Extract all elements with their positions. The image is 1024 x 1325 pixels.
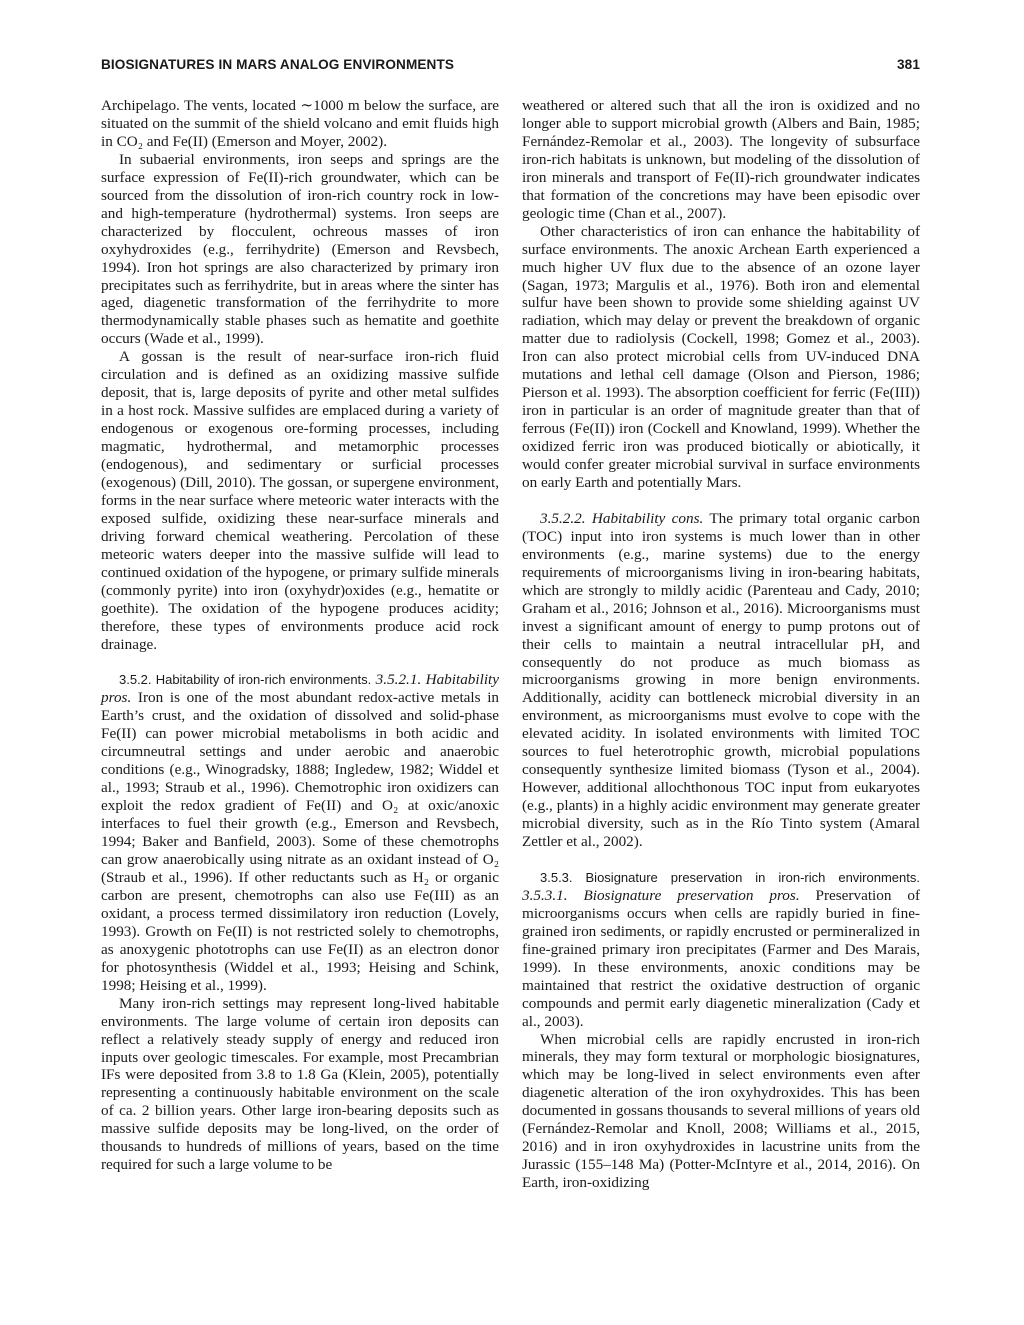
section-paragraph — [522, 869, 920, 1031]
paragraph-text: The primary total organic carbon (TOC) input into iron systems is much lower than in other environments (e.g., marine systems) due to the energy requirements of microorganisms living in iron-bearing habitats, which are strongly to mildly acidic (Parenteau and Cady, 2010; Graham et al., 2016; Johnson et al., 2016). Microorganisms must invest a significant amount of energy to pump protons out of their cells to maintain a neutral intracellular pH, and consequently do not produce as much biomass as microorganisms growing in more benign environments. Additionally, acidity can bottleneck microbial diversity in an environment, as microorganisms must evolve to cope with the elevated acidity. In isolated environments with limited TOC sources to fuel heterotrophic growth, microbial populations consequently synthesize limited biomass (Tyson et al., 2004). However, additional allochthonous TOC input from eukaryotes (e.g., plants) in a highly acidic environment may generate greater microbial diversity, such as in the Río Tinto system (Amaral Zettler et al., 2002). — [522, 509, 920, 851]
paragraph: In subaerial environments, iron seeps and springs are the surface expression of Fe(II)-rich groundwater, which can be sourced from the dissolution of iron-rich country rock in low- and high-temperature (hydrothermal) systems. Iron seeps are characterized by flocculent, ochreous masses of iron oxyhydroxides (e.g., ferrihydrite) (Emerson and Revsbech, 1994). Iron hot springs are also characterized by primary iron precipitates such as ferrihydrite, but in areas where the sinter has aged, diagenetic transformation of the ferrihydrite to more thermodynamically stable phases such as hematite and goethite occurs (Wade et al., 1999). — [101, 150, 499, 348]
running-head-title: BIOSIGNATURES IN MARS ANALOG ENVIRONMENTS — [101, 57, 455, 72]
section-heading: 3.5.3. Biosignature preservation in iron-rich environments. — [540, 869, 920, 885]
paragraph: Many iron-rich settings may represent long-lived habitable environments. The large volume of certain iron deposits can reflect a relatively steady supply of energy and reduced iron inputs over geologic timescales. For example, most Precambrian IFs were deposited from 3.8 to 1.8 Ga (Klein, 2005), potentially representing a continuously habitable environment on the scale of ca. 2 billion years. Other large iron-bearing deposits such as massive sulfide deposits may be long-lived, on the order of thousands to hundreds of millions of years, based on the time required for such a large volume to be — [101, 994, 499, 1174]
subsection-heading: 3.5.3.1. Biosignature preservation pros. — [522, 886, 800, 904]
page-number: 381 — [897, 57, 920, 72]
subsection-heading: 3.5.2.1. Habitability pros. — [101, 671, 500, 707]
subsection-heading: 3.5.2.2. Habitability cons. — [540, 509, 704, 527]
running-head — [101, 57, 920, 77]
paragraph: weathered or altered such that all the iron is oxidized and no longer able to support microbial growth (Albers and Bain, 1985; Fernández-Remolar et al., 2003). The longevity of subsurface iron-rich habitats is unknown, but modeling of the dissolution of iron minerals and transport of Fe(II)-rich groundwater indicates that formation of the concretions may have been episodic over geologic time (Chan et al., 2007). — [522, 97, 920, 222]
paragraph: When microbial cells are rapidly encrusted in iron-rich minerals, they may form textural or morphologic biosignatures, which may be long-lived in select environments even after diagenetic alteration of the iron oxyhydroxides. This has been documented in gossans thousands to several millions of years old (Fernández-Remolar and Knoll, 2008; Williams et al., 2015, 2016) and in iron oxyhydroxides in lacustrine units from the Jurassic (155–148 Ma) (Potter-McIntyre et al., 2014, 2016). On Earth, iron-oxidizing — [522, 1030, 920, 1192]
section-heading: 3.5.2. Habitability of iron-rich environments. — [119, 672, 372, 688]
left-column — [101, 97, 499, 1174]
paragraph: Other characteristics of iron can enhance the habitability of surface environments. The anoxic Archean Earth experienced a much higher UV flux due to the absence of an ozone layer (Sagan, 1973; Margulis et al., 1976). Both iron and elemental sulfur have been shown to provide some shielding against UV radiation, which may delay or prevent the breakdown of organic matter due to radiolysis (Cockell, 1998; Gomez et al., 2003). Iron can also protect microbial cells from UV-induced DNA mutations and lethal cell damage (Olson and Pierson, 1986; Pierson et al. 1993). The absorption coefficient for ferric (Fe(III)) iron in particular is an order of magnitude greater than that of ferrous (Fe(II)) iron (Cockell and Knowland, 1999). Whether the oxidized ferric iron was produced biotically or abiotically, it would confer greater microbial survival in surface environments on early Earth and potentially Mars. — [522, 222, 920, 492]
paragraph-text: Preservation of microorganisms occurs when cells are rapidly buried in fine-grained iron sediments, or rapidly encrusted or permineralized in fine-grained primary iron precipitates (Farmer and Des Marais, 1999). In these environments, anoxic conditions may be maintained that restrict the oxidative destruction of organic compounds and permit early diagenetic mineralization (Cady et al., 2003). — [522, 886, 920, 1030]
paragraph-text: Iron is one of the most abundant redox-active metals in Earth’s crust, and the oxidation of dissolved and solid-phase Fe(II) can power microbial metabolisms in both acidic and circumneutral settings and under aerobic and anaerobic conditions (e.g., Winogradsky, 1888; Ingledew, 1982; Widdel et al., 1993; Straub et al., 1996). Chemotrophic iron oxidizers can exploit the redox gradient of Fe(II) and O₂ at oxic/anoxic interfaces to fuel their growth (e.g., Emerson and Revsbech, 1994; Baker and Banfield, 2003). Some of these chemotrophs can grow anaerobically using nitrate as an oxidant instead of O₂ (Straub et al., 1996). If other reductants such as H₂ or organic carbon are present, chemotrophs can also use Fe(III) as an oxidant, a process termed dissimilatory iron reduction (Lovely, 1993). Growth on Fe(II) is not restricted solely to chemotrophs, as anoxygenic phototrophs can use Fe(II) as an electron donor for photosynthesis (Widdel et al., 1993; Heising and Schink, 1998; Heising et al., 1999). — [101, 689, 500, 994]
paragraph: Archipelago. The vents, located ∼1000 m below the surface, are situated on the summit of the shield volcano and emit fluids high in CO₂ and Fe(II) (Emerson and Moyer, 2002). — [101, 97, 499, 150]
paragraph: A gossan is the result of near-surface iron-rich fluid circulation and is defined as an oxidizing massive sulfide deposit, that is, large deposits of pyrite and other metal sulfides in a host rock. Massive sulfides are emplaced during a variety of endogenous or exogenous ore-forming processes, including magmatic, hydrothermal, and metamorphic processes (endogenous), and sedimentary or surficial processes (exogenous) (Dill, 2010). The gossan, or supergene environment, forms in the near surface where meteoric water interacts with the exposed sulfide, oxidizing these near-surface minerals and driving forward chemical weathering. Percolation of these meteoric waters deeper into the massive sulfide will lead to continued oxidation of the hypogene, or primary sulfide minerals (commonly pyrite) into iron (oxyhydr)oxides (e.g., hematite or goethite). The oxidation of the hypogene produces acidity; therefore, these types of environments produce acid rock drainage. — [101, 348, 499, 653]
right-column — [522, 97, 920, 1192]
section-paragraph — [101, 671, 499, 994]
section-paragraph — [522, 510, 920, 851]
